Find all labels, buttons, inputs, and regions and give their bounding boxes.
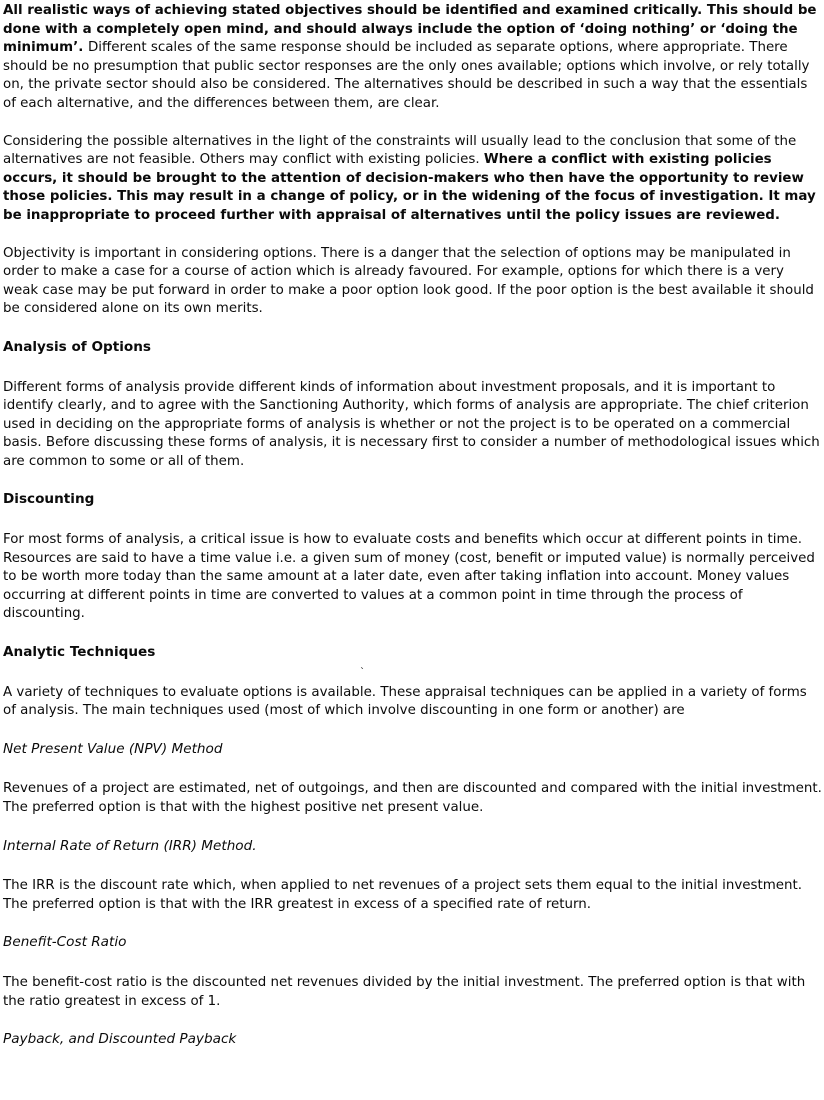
heading-analytic-techniques: Analytic Techniques xyxy=(3,644,156,661)
text-run: The benefit-cost ratio is the discounted net revenues divided by the initial investment. The preferred option is that with the ratio greatest in excess of 1. xyxy=(3,974,806,1009)
policy-conflict-paragraph xyxy=(3,133,822,226)
text-run: A variety of techniques to evaluate options is available. These appraisal techniques can be applied in a variety of forms of analysis. The main techniques used (most of which involve discounting in one form or another) are xyxy=(3,684,807,719)
subheading-benefit-cost-ratio: Benefit-Cost Ratio xyxy=(3,934,127,951)
text-run: The IRR is the discount rate which, when applied to net revenues of a project sets them equal to the initial investment. The preferred option is that with the IRR greatest in excess of a specified rate of return. xyxy=(3,878,803,912)
scan-artifact-mark: ` xyxy=(360,667,365,678)
objectivity-paragraph xyxy=(3,245,822,319)
text-run: Where a conflict with existing policies occurs, it should be brought to the attention of decision-makers who then have the opportunity to review those policies. This may result in a change of policy, or in the widening of the focus of investigation. It may be inappropriate to proceed further with appraisal of alternatives until the policy issues are reviewed. xyxy=(3,152,816,223)
subheading-irr-method: Internal Rate of Return (IRR) Method. xyxy=(3,837,257,854)
heading-discounting: Discounting xyxy=(3,491,95,508)
text-run: Different forms of analysis provide different kinds of information about investment proposals, and it is important to identify clearly, and to agree with the Sanctioning Authority, which forms of analysis are appropriate. The chief criterion used in deciding on the appropriate forms of analysis is whether or not the project is to be operated on a commercial basis. Before discussing these forms of analysis, it is necessary first to consider a number of methodological issues which are common to some or all of them. xyxy=(3,379,820,469)
analysis-forms-paragraph xyxy=(3,379,822,472)
techniques-paragraph xyxy=(3,684,822,721)
npv-paragraph xyxy=(3,780,822,817)
text-run: Objectivity is important in considering options. There is a danger that the selection of options may be manipulated in order to make a case for a course of action which is already favoured. For example, options for which there is a very weak case may be put forward in order to make a poor option look good. If the poor option is the best available it should be considered alone on its own merits. xyxy=(3,245,814,317)
text-run: For most forms of analysis, a critical issue is how to evaluate costs and benefits which occur at different points in time. Resources are said to have a time value i.e. a given sum of money (cost, benefit or imputed value) is normally perceived to be worth more today than the same amount at a later date, even after taking inflation into account. Money values occurring at different points in time are converted to values at a common point in time through the process of discounting. xyxy=(3,532,815,622)
opening-paragraph xyxy=(3,2,822,114)
benefit-cost-paragraph xyxy=(3,974,822,1011)
discounting-paragraph xyxy=(3,531,822,624)
irr-paragraph xyxy=(3,877,822,914)
subheading-npv-method: Net Present Value (NPV) Method xyxy=(3,740,223,757)
subheading-payback: Payback, and Discounted Payback xyxy=(3,1031,237,1048)
text-run: Revenues of a project are estimated, net of outgoings, and then are discounted and compared with the initial investment. The preferred option is that with the highest positive net present value. xyxy=(3,781,822,815)
heading-analysis-of-options: Analysis of Options xyxy=(3,338,152,355)
text-run: Different scales of the same response should be included as separate options, where appropriate. There should be no presumption that public sector responses are the only ones available; options which involve, or rely totally on, the private sector should also be considered. The alternatives should be described in such a way that the essentials of each alternative, and the differences between them, are clear. xyxy=(3,40,810,111)
text-run: All realistic ways of achieving stated objectives should be identified and examined critically. This should be done with a completely open mind, and should always include the option of ‘doing nothing’ or ‘doing the minimum’. xyxy=(3,3,817,56)
text-run: Considering the possible alternatives in the light of the constraints will usually lead to the conclusion that some of the alternatives are not feasible. Others may conflict with existing policies. xyxy=(3,133,797,168)
